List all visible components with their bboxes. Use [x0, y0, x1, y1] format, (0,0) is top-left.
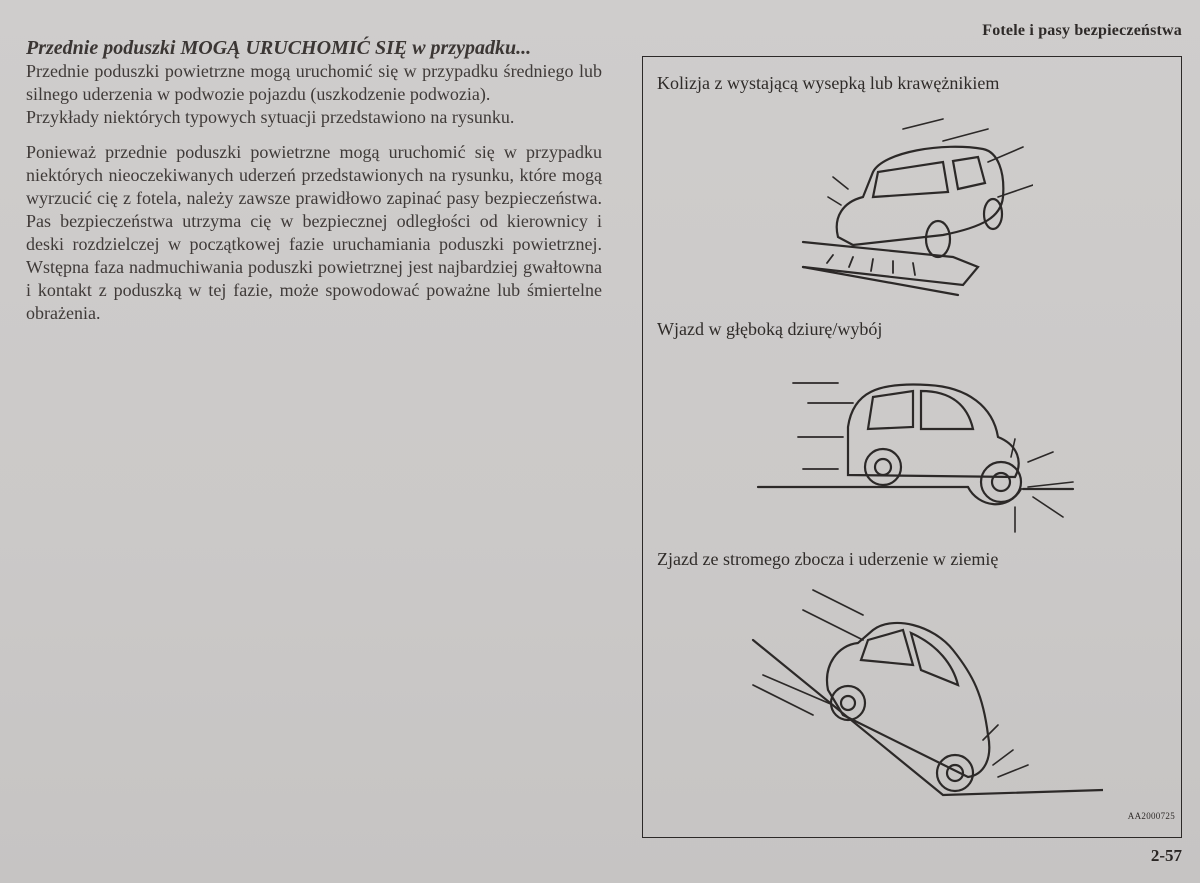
section-title: Fotele i pasy bezpieczeństwa [982, 22, 1182, 39]
paragraph-1: Przednie poduszki powietrzne mogą uruchomić się w przypadku średniego lub silnego uderzenia w podwozie pojazdu (uszkodzenie podwozia). [26, 61, 602, 104]
text-column [26, 36, 602, 325]
page-number: 2-57 [1150, 846, 1182, 865]
caption-slope: Zjazd ze stromego zbocza i uderzenie w ziemię [657, 549, 999, 569]
car-hitting-curb-illustration [793, 117, 1033, 317]
figure-code: AA2000725 [1127, 811, 1175, 821]
car-descending-slope-illustration [743, 585, 1103, 805]
car-in-pothole-illustration [753, 367, 1093, 537]
section-heading: Przednie poduszki MOGĄ URUCHOMIĆ SIĘ w przypadku... [26, 37, 532, 59]
caption-curb: Kolizja z wystającą wysepką lub krawężnikiem [657, 73, 1000, 93]
paragraph-3: Ponieważ przednie poduszki powietrzne mogą uruchomić się w przypadku niektórych nieoczekiwanych uderzeń przedstawionych na rysunku, które mogą wyrzucić cię z fotela, należy zawsze prawidłowo zapinać pasy bezpieczeństwa. Pas bezpieczeństwa utrzyma cię w bezpiecznej odległości od kierownicy i deski rozdzielczej w początkowej fazie uruchamiania poduszki powietrznej. Wstępna faza nadmuchiwania poduszki powietrznej jest najbardziej gwałtowna i kontakt z poduszką w tej fazie, może spowodować poważne lub śmiertelne obrażenia. [26, 142, 602, 323]
illustration-box [642, 56, 1182, 838]
caption-pothole: Wjazd w głęboką dziurę/wybój [657, 319, 883, 339]
paragraph-2: Przykłady niektórych typowych sytuacji przedstawiono na rysunku. [26, 107, 515, 127]
